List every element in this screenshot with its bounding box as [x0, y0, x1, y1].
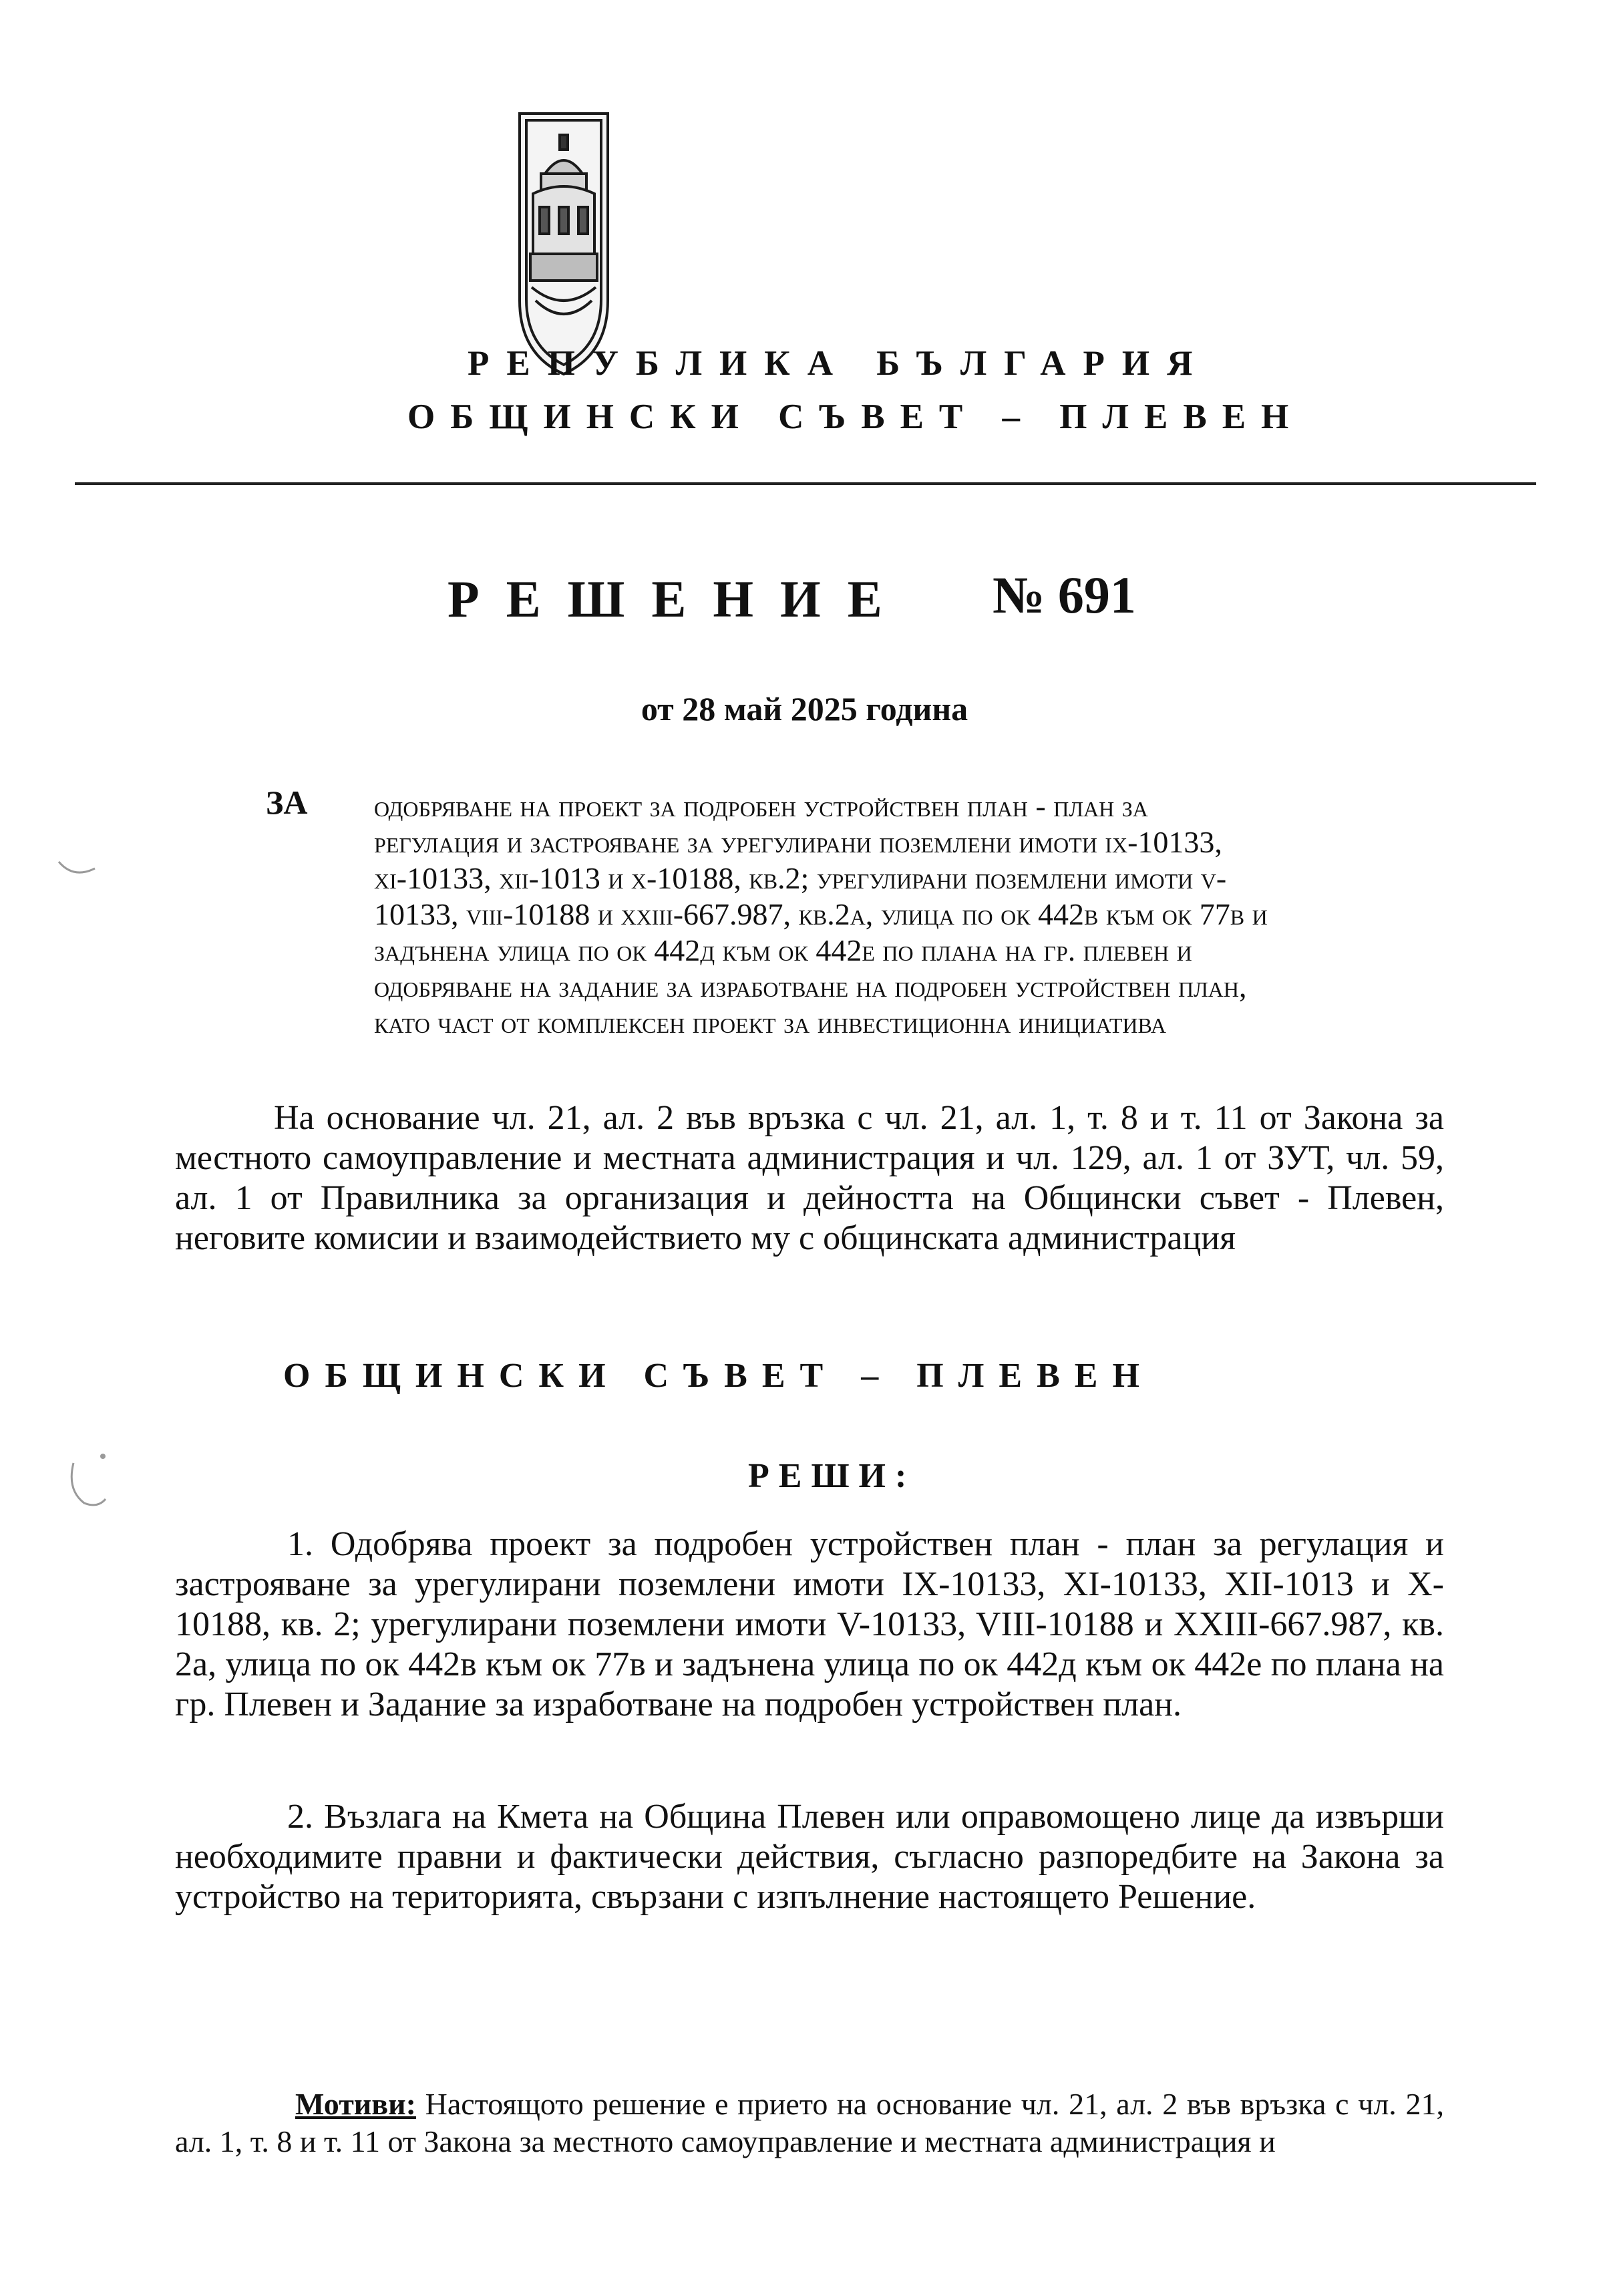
resolution-item-2: 2. Възлага на Кмета на Община Плевен или оправомощено лице да извърши необходимите правни и фактически действия, съгласно разпоредбите на Закона за устройство на територията, свързани с изпълнение настоящето Решение. — [175, 1798, 1444, 1916]
subject-line: задънена улица по ок 442д към ок 442е по плана на гр. плевен и — [374, 933, 1192, 967]
header-divider — [75, 482, 1536, 485]
subject-prefix: ЗА — [266, 784, 308, 821]
resolution-item-1: 1. Одобрява проект за подробен устройствен план - план за регулация и застрояване за урегулирани поземлени имоти IX-10133, XI-10133, XII-1013 и X-10188, кв. 2; урегулирани поземлени имоти V-10133, VIII-10188 и XXIII-667.987, кв. 2а, улица по ок 442в към ок 77в и задънена улица по ок 442д към ок 442е по плана на гр. Плевен и Задание за изработване на подробен устройствен план. — [175, 1525, 1444, 1724]
header-republic: РЕПУБЛИКА БЪЛГАРИЯ — [468, 344, 1210, 383]
subject-text — [374, 788, 1443, 1041]
decision-number: № 691 — [993, 566, 1136, 624]
resolved-heading: РЕШИ: — [748, 1457, 916, 1495]
motives-text: Настоящото решение е прието на основание чл. 21, ал. 2 във връзка с чл. 21, ал. 1, т. 8 и т. 11 от Закона за местното самоуправление и местната администрация и — [175, 2087, 1444, 2158]
subject-line: xi-10133, xii-1013 и x-10188, кв.2; урегулирани поземлени имоти v- — [374, 861, 1227, 895]
subject-line: регулация и застрояване за урегулирани поземлени имоти ix-10133, — [374, 825, 1222, 859]
council-heading: ОБЩИНСКИ СЪВЕТ – ПЛЕВЕН — [283, 1357, 1154, 1395]
subject-line: одобряване на задание за изработване на подробен устройствен план, — [374, 969, 1247, 1003]
subject-line: като част от комплексен проект за инвестиционна инициатива — [374, 1005, 1166, 1039]
decision-date: от 28 май 2025 година — [641, 690, 968, 727]
decision-title: РЕШЕНИЕ — [448, 570, 909, 628]
punch-mark-icon — [64, 1450, 111, 1510]
punch-mark-icon — [53, 855, 100, 882]
motives-label: Мотиви: — [295, 2087, 416, 2121]
subject-line: одобряване на проект за подробен устройствен план - план за — [374, 789, 1148, 823]
header-council: ОБЩИНСКИ СЪВЕТ – ПЛЕВЕН — [407, 397, 1304, 436]
motives-paragraph — [175, 2086, 1444, 2160]
legal-basis-paragraph: На основание чл. 21, ал. 2 във връзка с чл. 21, ал. 1, т. 8 и т. 11 от Закона за местното самоуправление и местната администрация и чл. 129, ал. 1 от ЗУТ, чл. 59, ал. 1 от Правилника за организация и дейността на Общински съвет - Плевен, неговите комисии и взаимодействието му с общинската администрация — [175, 1099, 1444, 1257]
subject-line: 10133, viii-10188 и xxiii-667.987, кв.2а, улица по ок 442в към ок 77в и — [374, 897, 1268, 931]
